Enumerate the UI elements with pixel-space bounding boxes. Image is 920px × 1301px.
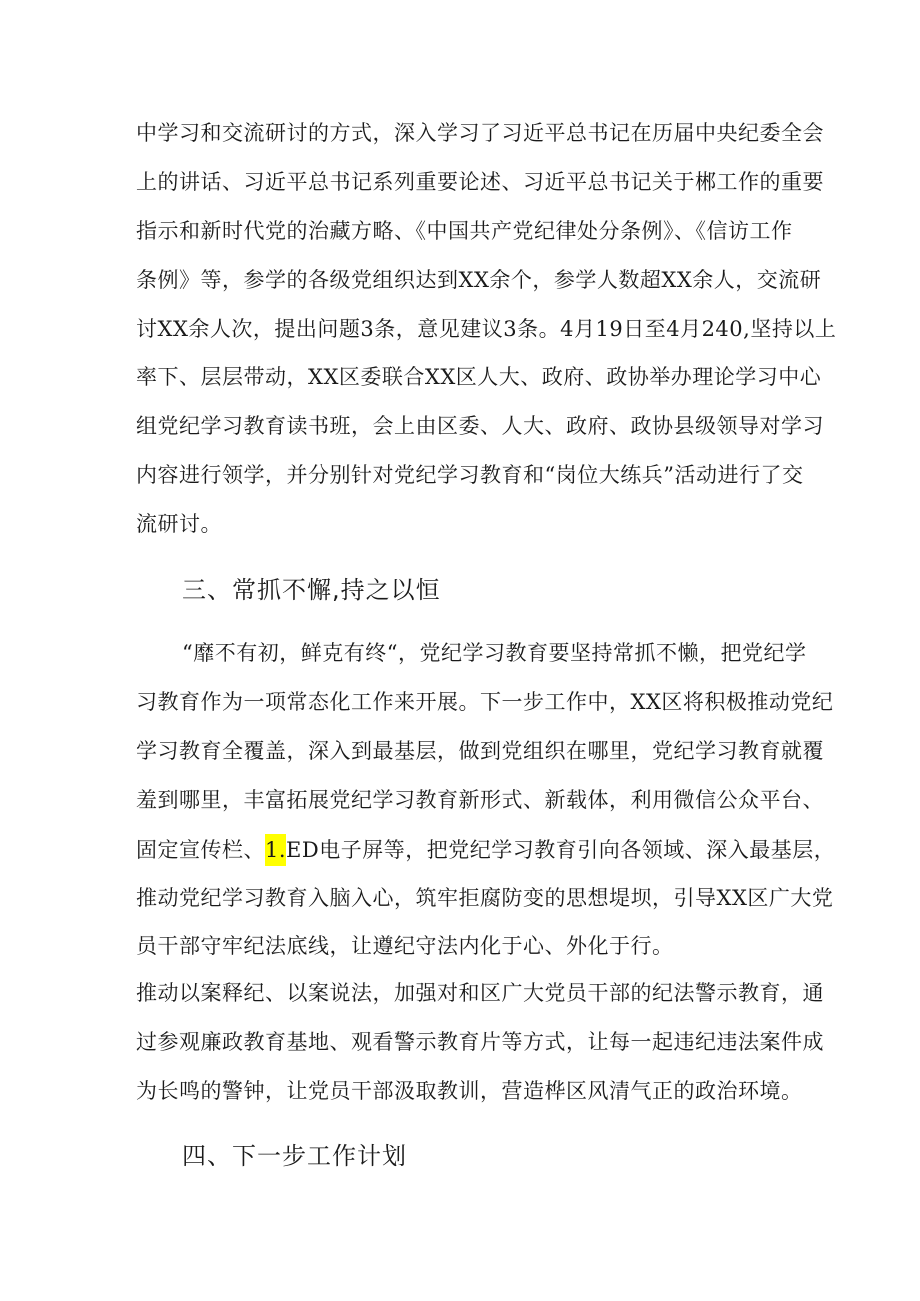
highlighted-text: 1. bbox=[265, 834, 286, 866]
paragraph-line: 员干部守牢纪法底线，让遵纪守法内化于心、外化于行。 bbox=[136, 934, 674, 958]
paragraph-line-highlight bbox=[136, 834, 835, 866]
text-after-highlight: ED电子屏等，把党纪学习教育引向各领域、深入最基层， bbox=[286, 838, 836, 862]
paragraph-line: 率下、层层带动，XX区委联合XX区人大、政府、政协举办理论学习中心 bbox=[136, 365, 822, 389]
paragraph-line: “靡不有初，鲜克有终“，党纪学习教育要坚持常抓不懒，把党纪学 bbox=[182, 641, 807, 665]
paragraph-line: 指示和新时代党的治藏方略、《中国共产党纪律处分条例》、《信访工作 bbox=[136, 219, 793, 243]
paragraph-line: 讨XX余人次，提出问题3条，意见建议3条。4月19日至4月240,坚持以上 bbox=[136, 317, 837, 341]
paragraph-line: 推动党纪学习教育入脑入心，筑牢拒腐防变的思想堤坝，引导XX区广大党 bbox=[136, 886, 834, 910]
paragraph-line: 羞到哪里，丰富拓展党纪学习教育新形式、新载体，利用微信公众平台、 bbox=[136, 788, 824, 812]
paragraph-line: 学习教育全覆盖，深入到最基层，做到党组织在哪里，党纪学习教育就覆 bbox=[136, 739, 824, 763]
paragraph-line: 条例》等，参学的各级党组织达到XX余个，参学人数超XX余人，交流研 bbox=[136, 268, 822, 292]
section-heading-three: 三、常抓不懈,持之以恒 bbox=[182, 576, 441, 604]
paragraph-line: 习教育作为一项常态化工作来开展。下一步工作中，XX区将积极推动党纪 bbox=[136, 690, 834, 714]
text-before-highlight: 固定宣传栏、 bbox=[136, 838, 265, 862]
paragraph-line: 为长鸣的警钟，让党员干部汲取教训，营造桦区风清气正的政治环境。 bbox=[136, 1079, 803, 1103]
paragraph-line: 推动以案释纪、以案说法，加强对和区广大党员干部的纪法警示教育，通 bbox=[136, 981, 824, 1005]
section-heading-four: 四、下一步工作计划 bbox=[182, 1142, 407, 1170]
paragraph-line: 中学习和交流研讨的方式，深入学习了习近平总书记在历届中央纪委全会 bbox=[136, 121, 824, 145]
paragraph-line: 内容进行领学，并分别针对党纪学习教育和“岗位大练兵”活动进行了交 bbox=[136, 463, 804, 487]
paragraph-line: 上的讲话、习近平总书记系列重要论述、习近平总书记关于郴工作的重要 bbox=[136, 170, 824, 194]
paragraph-line: 流研讨。 bbox=[136, 512, 222, 536]
paragraph-line: 组党纪学习教育读书班，会上由区委、人大、政府、政协县级领导对学习 bbox=[136, 414, 824, 438]
paragraph-line: 过参观廉政教育基地、观看警示教育片等方式，让每一起违纪违法案件成 bbox=[136, 1030, 824, 1054]
